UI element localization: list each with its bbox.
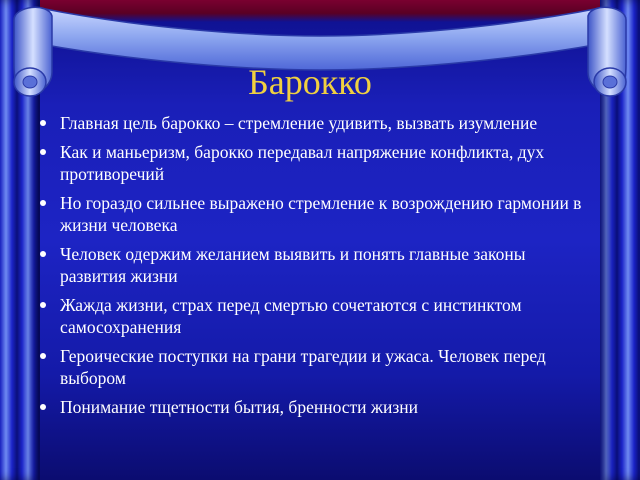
- list-item: [36, 243, 596, 287]
- bullet-text: Человек одержим желанием выявить и понять главные законы развития жизни: [60, 244, 526, 286]
- list-item: [36, 345, 596, 389]
- bullet-text: Понимание тщетности бытия, бренности жизни: [60, 397, 419, 417]
- bullet-text: Но гораздо сильнее выражено стремление к возрождению гармонии в жизни человека: [60, 193, 582, 235]
- bullet-text: Как и маньеризм, барокко передавал напряжение конфликта, дух противоречий: [60, 142, 545, 184]
- bullet-text: Героические поступки на грани трагедии и ужаса. Человек перед выбором: [60, 346, 546, 388]
- list-item: [36, 192, 596, 236]
- bullet-dot-icon: [40, 302, 46, 308]
- bullet-dot-icon: [40, 251, 46, 257]
- bullet-dot-icon: [40, 404, 46, 410]
- bullet-dot-icon: [40, 120, 46, 126]
- bullet-text: Жажда жизни, страх перед смертью сочетаются с инстинктом самосохранения: [60, 295, 522, 337]
- list-item: [36, 141, 596, 185]
- list-item: [36, 396, 596, 418]
- bullet-dot-icon: [40, 200, 46, 206]
- bullet-dot-icon: [40, 149, 46, 155]
- list-item: [36, 294, 596, 338]
- list-item: [36, 112, 596, 134]
- slide-title: Барокко: [248, 62, 372, 102]
- bullet-dot-icon: [40, 353, 46, 359]
- bullet-list: [36, 112, 596, 425]
- bullet-text: Главная цель барокко – стремление удивить, вызвать изумление: [60, 113, 538, 133]
